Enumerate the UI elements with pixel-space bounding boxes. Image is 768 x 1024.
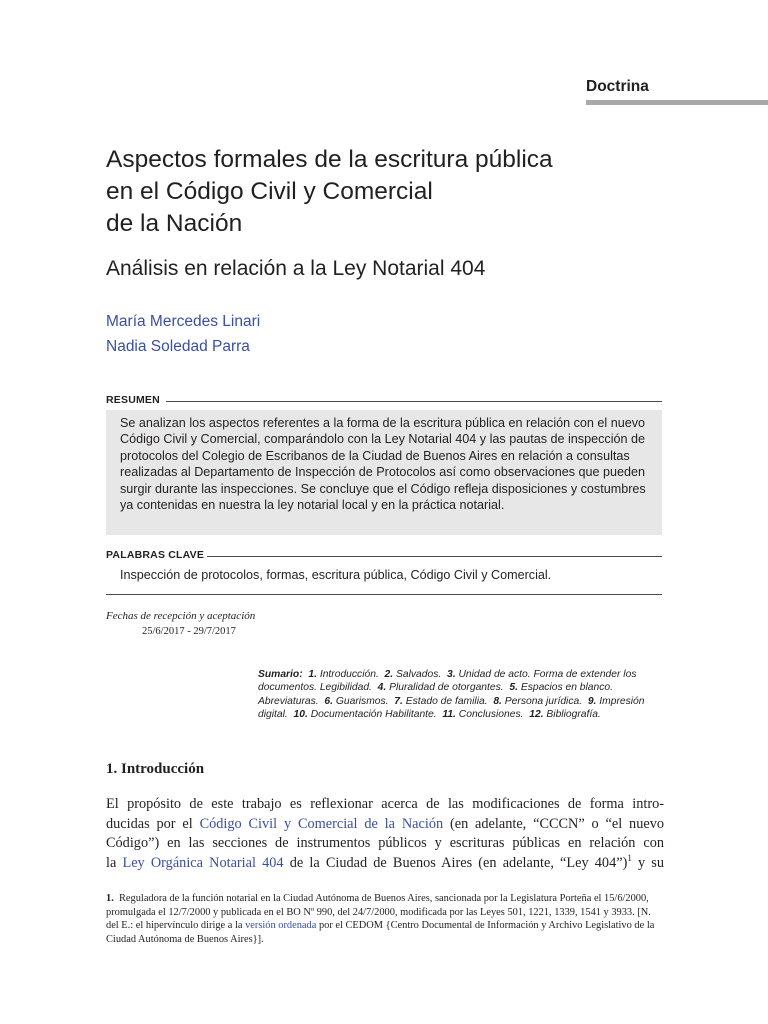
sumario-item: Introducción.: [319, 669, 379, 680]
sumario-num: 6.: [324, 695, 333, 707]
keywords-text: Inspección de protocolos, formas, escritura pública, Código Civil y Comercial.: [120, 568, 552, 582]
cccn-link[interactable]: Código Civil y Comercial de la Nación: [199, 815, 444, 832]
body-line: [106, 854, 664, 874]
body-text-fragment: la: [106, 854, 123, 871]
title-line: en el Código Civil y Comercial: [106, 178, 433, 205]
dates-label: Fechas de recepción y aceptación: [106, 610, 256, 622]
footnote-ref[interactable]: 1: [627, 852, 632, 863]
title-line: Aspectos formales de la escritura pública: [106, 146, 553, 173]
dates-value: 25/6/2017 - 29/7/2017: [142, 626, 236, 637]
sumario-item: Impresión digital.: [258, 695, 645, 721]
sumario-num: 10.: [293, 709, 308, 721]
author-1[interactable]: María Mercedes Linari: [106, 313, 261, 330]
sumario-num: 5.: [509, 682, 518, 694]
version-ordenada-link[interactable]: versión ordenada: [245, 920, 317, 931]
body-paragraph: [106, 795, 664, 873]
body-line: Código”) en las secciones de instrumentos públicos y escrituras públicas en relación con: [106, 835, 664, 851]
sumario-num: 1.: [308, 669, 317, 680]
sumario-item: Guarismos.: [335, 695, 389, 707]
sumario-item: Salvados.: [396, 669, 442, 680]
abstract-text: Se analizan los aspectos referentes a la forma de la escritura pública en relación con el nuevo Código Civil y Comercial, comparándolo con la Ley Notarial 404 y las pautas de inspección de protocolos del Colegio de Escribanos de la Ciudad de Buenos Aires en relación a consultas realizadas al Departamento de Inspección de Protocolos así como observaciones que pueden surgir durante las inspecciones. Se concluye que el Código refleja disposiciones y costumbres ya contenidas en nuestra la ley notarial local y en la práctica notarial.: [120, 416, 646, 513]
sumario-item: Bibliografía.: [546, 709, 601, 721]
footnote: [106, 892, 664, 946]
body-text-fragment: ducidas por el: [106, 815, 200, 832]
sumario-num: 4.: [377, 682, 387, 694]
footnote-number: 1.: [106, 893, 114, 904]
sumario-label: Sumario:: [258, 669, 303, 680]
section-tag: Doctrina: [586, 78, 649, 95]
abstract-label: RESUMEN: [106, 394, 160, 406]
keywords-rule-top: [207, 556, 662, 557]
article-subtitle: Análisis en relación a la Ley Notarial 404: [106, 257, 486, 280]
body-line: [106, 815, 664, 835]
sumario-num: 3.: [446, 669, 456, 680]
sumario-item: Conclusiones.: [458, 709, 524, 721]
ley-404-link[interactable]: Ley Orgánica Notarial 404: [122, 854, 284, 871]
sumario-item: Estado de familia.: [405, 695, 488, 707]
sumario-item: Pluralidad de otorgantes.: [389, 682, 504, 694]
footnote-text: Reguladora de la función notarial en la Ciudad Autónoma de Buenos Aires, sancionada por la Legislatura Porteña el 15/6/2000, promulgada el 12/7/2000 y publicada en el BO Nº 990, del 24/7/2000, modificada por las Leyes 501, 1221, 1339, 1541 y 3933. [N. del E.: el hipervínculo dirige a la: [106, 893, 651, 931]
section-heading: 1. Introducción: [106, 761, 205, 777]
footnote-text: por el CEDOM {Centro Documental de Información y Archivo Legislativo de la Ciudad Autónoma de Buenos Aires}].: [106, 920, 655, 945]
body-text-fragment: (en adelante, “CCCN” o “el nuevo: [443, 815, 664, 832]
sumario-item: Persona jurídica.: [504, 695, 583, 707]
body-line: El propósito de este trabajo es reflexionar acerca de las modificaciones de forma intro-: [106, 796, 664, 812]
keywords-rule-bottom: [106, 594, 662, 595]
sumario-num: 9.: [587, 695, 597, 707]
author-2[interactable]: Nadia Soledad Parra: [106, 338, 250, 355]
sumario-num: 12.: [529, 709, 544, 721]
keywords-label: PALABRAS CLAVE: [106, 549, 205, 561]
sumario-num: 2.: [384, 669, 394, 680]
sumario-item: Unidad de acto. Forma de extender los documentos. Legibilidad.: [258, 669, 637, 694]
article-title: [106, 144, 706, 240]
sumario-num: 11.: [442, 709, 456, 721]
body-text-fragment: de la Ciudad de Buenos Aires (en adelante, “Ley 404”): [283, 854, 628, 871]
sumario-item: Espacios en blanco. Abreviaturas.: [258, 682, 613, 707]
abstract-rule: [166, 401, 662, 402]
sumario-num: 7.: [394, 695, 403, 707]
body-text-fragment: y su: [631, 854, 664, 871]
abstract-box: [106, 410, 662, 535]
sumario-num: 8.: [493, 695, 502, 707]
title-line: de la Nación: [106, 210, 243, 237]
sumario-item: Documentación Habilitante.: [310, 709, 437, 721]
section-bar: [586, 100, 768, 105]
sumario: [258, 668, 664, 722]
